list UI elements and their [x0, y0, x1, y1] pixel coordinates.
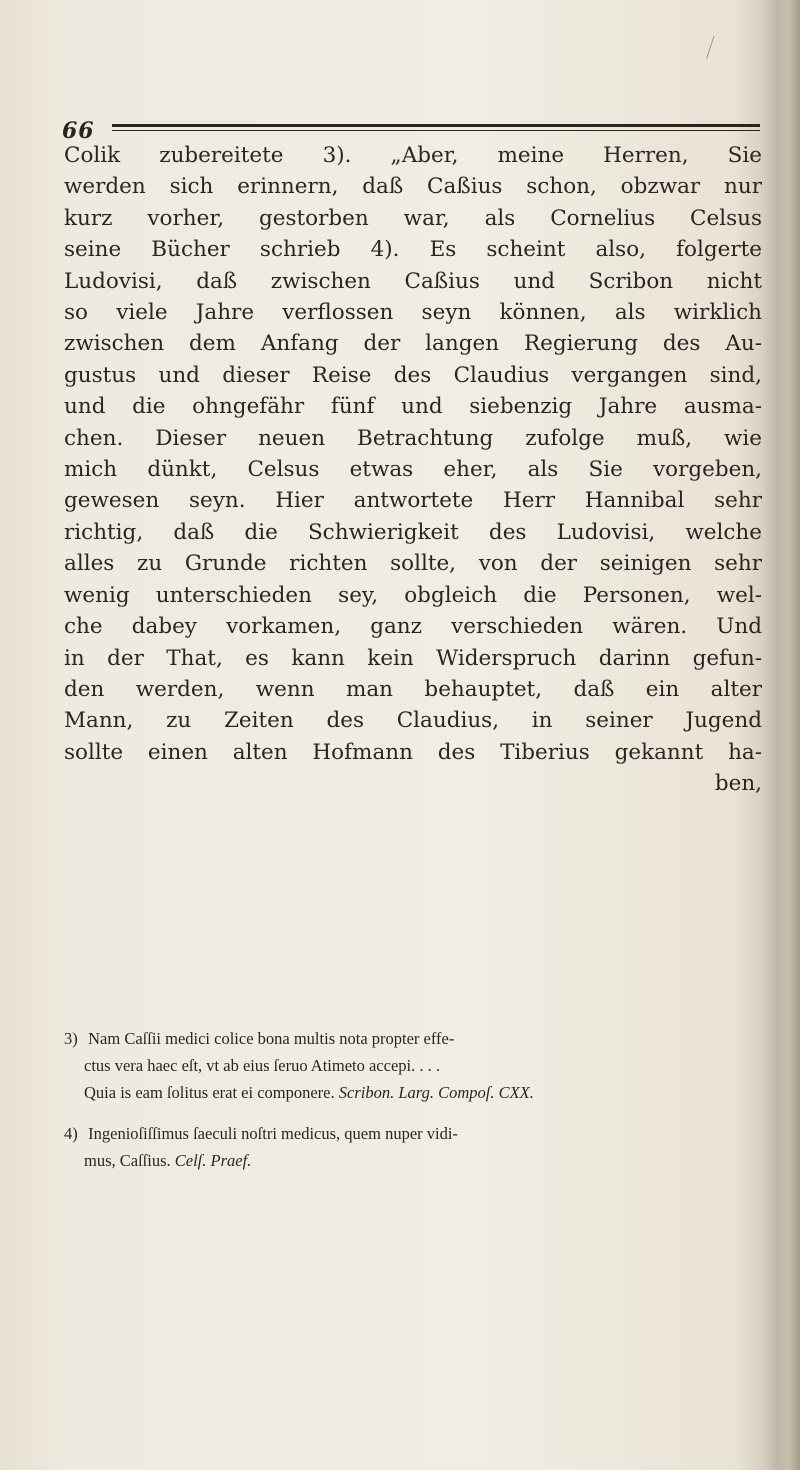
footnote-citation: Celſ. Praef. [174, 1151, 252, 1170]
text-line: gustus und dieser Reise des Claudius vergangen sind, [64, 362, 762, 388]
text-line: richtig, daß die Schwierigkeit des Ludovisi, welche [64, 519, 762, 545]
pencil-mark [697, 33, 715, 59]
text-line: alles zu Grunde richten sollte, von der seinigen sehr [64, 551, 762, 577]
page-number: 66 [62, 118, 95, 144]
footnote-4 [64, 1120, 762, 1174]
footnote-mark: 3) [64, 1029, 78, 1048]
text-line: mich dünkt, Celsus etwas eher, als Sie vorgeben, [64, 457, 762, 483]
footnote-line [64, 1079, 762, 1106]
text-line: wenig unterschieden sey, obgleich die Personen, wel- [64, 582, 762, 608]
text-line: gewesen seyn. Hier antwortete Herr Hannibal sehr [64, 488, 762, 514]
header-rule-thin [112, 130, 760, 131]
catchword: ben, [714, 771, 762, 797]
text-line: che dabey vorkamen, ganz verschieden wären. Und [64, 614, 762, 640]
footnote-line: ctus vera haec eſt, vt ab eius ſeruo Atimeto accepi. . . . [84, 1056, 440, 1075]
text-line: den werden, wenn man behauptet, daß ein alter [64, 676, 762, 702]
text-line: Mann, zu Zeiten des Claudius, in seiner Jugend [64, 708, 762, 734]
footnote-mark: 4) [64, 1124, 78, 1143]
text-line: Colik zubereitete 3). „Aber, meine Herren, Sie [64, 143, 762, 168]
footnote-3 [64, 1025, 762, 1106]
footnote-text: mus, Caſſius. [84, 1151, 171, 1170]
footnote-text: Quia is eam ſolitus erat ei componere. [84, 1083, 335, 1102]
page-edge-shadow [762, 0, 800, 1470]
text-line: seine Bücher schrieb 4). Es scheint also, folgerte [64, 237, 762, 263]
text-line: zwischen dem Anfang der langen Regierung des Au- [64, 331, 762, 357]
footnote-line [64, 1025, 762, 1052]
text-line: sollte einen alten Hofmann des Tiberius gekannt ha- [64, 739, 762, 765]
main-text [64, 140, 762, 800]
footnote-line [64, 1147, 762, 1174]
text-line: und die ohngefähr fünf und siebenzig Jahre ausma- [64, 394, 762, 420]
header-rule [112, 124, 760, 127]
footnotes [64, 1025, 762, 1188]
text-line: werden sich erinnern, daß Caßius schon, obzwar nur [64, 174, 762, 200]
footnote-citation: Scribon. Larg. Compoſ. CXX. [338, 1083, 534, 1102]
text-line: Ludovisi, daß zwischen Caßius und Scribon nicht [64, 268, 762, 294]
text-line: so viele Jahre verflossen seyn können, als wirklich [64, 300, 762, 326]
text-line: in der That, es kann kein Widerspruch darinn gefun- [64, 645, 762, 671]
text-line: chen. Dieser neuen Betrachtung zufolge muß, wie [64, 425, 762, 451]
footnote-text: Nam Caſſii medici colice bona multis nota propter effe- [88, 1029, 455, 1048]
footnote-text: Ingenioſiſſimus ſaeculi noſtri medicus, quem nuper vidi- [88, 1124, 458, 1143]
footnote-line [64, 1120, 762, 1147]
text-line: kurz vorher, gestorben war, als Cornelius Celsus [64, 205, 762, 231]
